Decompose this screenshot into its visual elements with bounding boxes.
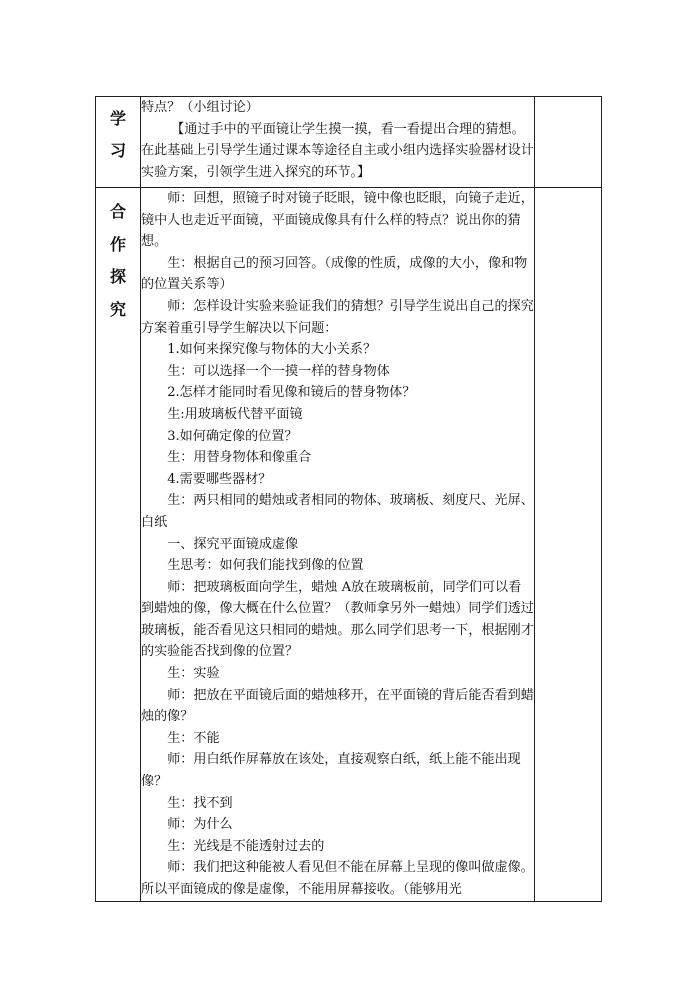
text-paragraph: 4.需要哪些器材？ xyxy=(167,471,272,487)
notes-cell xyxy=(535,188,602,902)
row-label-cell xyxy=(96,97,141,188)
text-paragraph: 生：不能 xyxy=(167,730,220,746)
text-paragraph: 师：我们把这种能被人看见但不能在屏幕上呈现的像叫做虚像。所以平面镜成的像是虚像，不能用屏幕接收。（能够用光 xyxy=(141,860,534,897)
text-paragraph: 生：实验 xyxy=(167,666,220,682)
text-paragraph: 师：用白纸作屏幕放在该处，直接观察白纸，纸上能不能出现像？ xyxy=(141,752,521,790)
lesson-plan-table xyxy=(95,96,602,902)
table-row xyxy=(96,188,602,902)
row-label-char: 究 xyxy=(109,299,126,319)
text-paragraph: 师：为什么 xyxy=(167,817,233,833)
row-label-char: 探 xyxy=(109,267,126,286)
row-label-char: 合 xyxy=(109,202,126,221)
text-paragraph: 【通过手中的平面镜让学生摸一摸，看一看提出合理的猜想。在此基础上引导学生通过课本等途径自主或小组内选择实验器材设计实验方案，引领学生进入探究的环节。】 xyxy=(141,121,534,180)
table-row xyxy=(96,97,602,188)
text-paragraph: 3.如何确定像的位置？ xyxy=(167,428,298,444)
text-paragraph: 师：回想，照镜子时对镜子眨眼，镜中像也眨眼，向镜子走近，镜中人也走近平面镜，平面镜成像具有什么样的特点？说出你的猜想。 xyxy=(141,191,534,250)
text-paragraph: 生：根据自己的预习回答。（成像的性质，成像的大小，像和物的位置关系等） xyxy=(141,255,528,293)
text-line: 特点？（小组讨论） xyxy=(141,100,259,115)
row-label-char: 学 xyxy=(109,109,126,128)
text-paragraph: 师：怎样设计实验来验证我们的猜想？引导学生说出自己的探究方案着重引导学生解决以下问题： xyxy=(141,298,534,336)
text-paragraph: 生思考：如何我们能找到像的位置 xyxy=(167,558,364,574)
text-paragraph: 生：可以选择一个一摸一样的替身物体 xyxy=(167,363,390,379)
text-paragraph: 师：把放在平面镜后面的蜡烛移开，在平面镜的背后能否看到蜡烛的像？ xyxy=(141,687,534,725)
text-paragraph: 生：找不到 xyxy=(167,795,233,811)
text-paragraph: 生:用玻璃板代替平面镜 xyxy=(167,406,303,422)
content-cell xyxy=(141,188,535,902)
notes-cell xyxy=(535,97,602,188)
text-paragraph: 2.怎样才能同时看见像和镜后的替身物体？ xyxy=(167,385,416,401)
row-label-char: 习 xyxy=(109,141,126,160)
row-label-cell xyxy=(96,188,141,902)
text-paragraph: 一、探究平面镜成虚像 xyxy=(167,536,299,552)
text-paragraph: 1.如何来探究像与物体的大小关系？ xyxy=(167,342,377,358)
text-paragraph: 生：用替身物体和像重合 xyxy=(167,450,312,466)
row-label-char: 作 xyxy=(109,234,126,254)
text-paragraph: 师：把玻璃板面向学生，蜡烛 A放在玻璃板前，同学们可以看到蜡烛的像，像大概在什么位置？（教师拿另外一蜡烛）同学们透过玻璃板，能否看见这只相同的蜡烛。那么同学们思考一下，根据刚才的实验能否找到像的位置？ xyxy=(141,579,534,660)
text-paragraph: 生：光线是不能透射过去的 xyxy=(167,838,325,854)
content-cell xyxy=(141,97,535,188)
text-paragraph: 生：两只相同的蜡烛或者相同的物体、玻璃板、刻度尺、光屏、白纸 xyxy=(141,493,534,530)
